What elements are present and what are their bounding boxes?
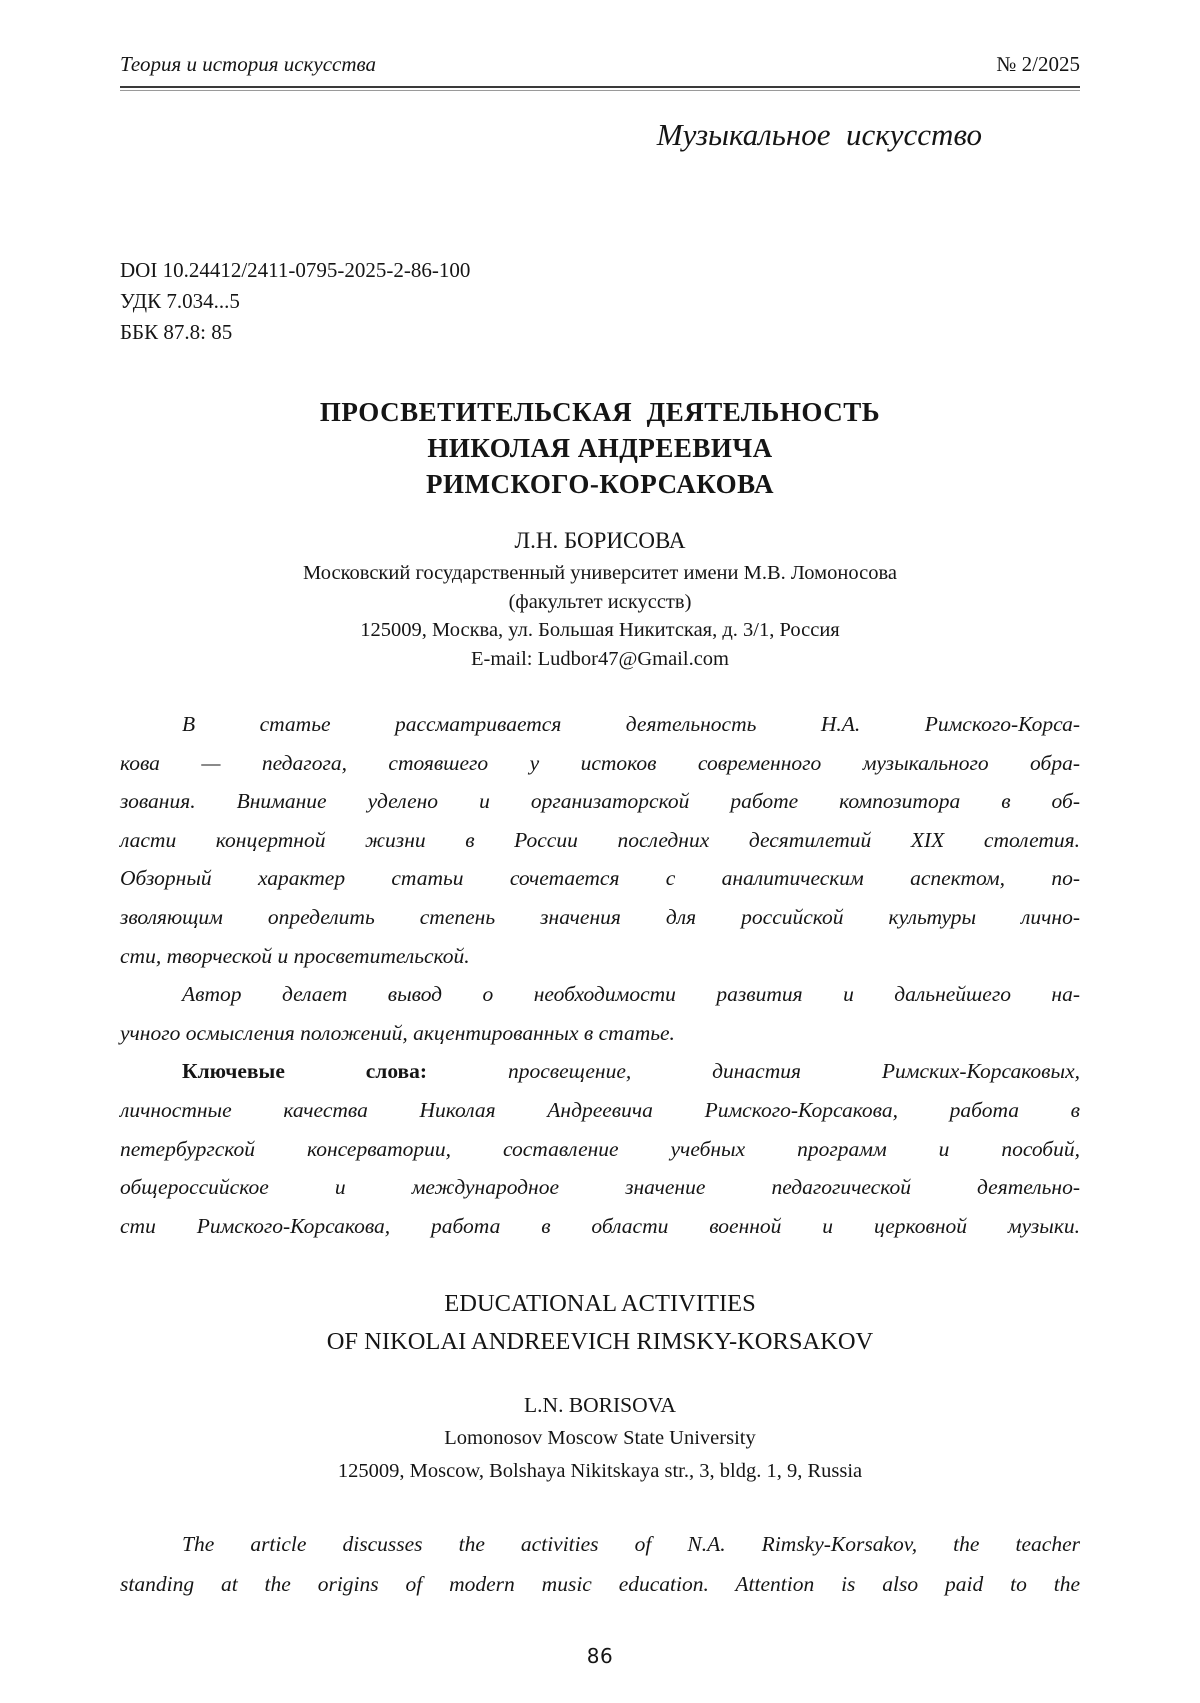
article-title-ru-line: НИКОЛАЯ АНДРЕЕВИЧА [427, 433, 773, 463]
keywords-ru-line: общероссийское и международное значение педагогической деятельно- [120, 1175, 1080, 1200]
article-title-ru [120, 394, 1080, 502]
article-title-en-line: OF NIKOLAI ANDREEVICH RIMSKY-KORSAKOV [326, 1328, 874, 1356]
article-title-ru-line: РИМСКОГО-КОРСАКОВА [426, 469, 774, 499]
abstract-en [120, 1524, 1080, 1604]
affiliation-en-line: 125009, Moscow, Bolshaya Nikitskaya str., 3, bldg. 1, 9, Russia [337, 1460, 863, 1483]
running-head-journal: Теория и история искусства [120, 52, 376, 76]
email-line: E-mail: Ludbor47@Gmail.com [471, 647, 729, 670]
abstract-ru [120, 705, 1080, 1245]
abstract-ru-line: зволяющим определить степень значения для российской культуры лично- [120, 904, 1080, 929]
author-en: L.N. BORISOVA [524, 1393, 676, 1418]
doi-line: DOI 10.24412/2411-0795-2025-2-86-100 [120, 258, 471, 282]
affiliation-en-line: Lomonosov Moscow State University [444, 1427, 756, 1450]
affiliation-ru-line: 125009, Москва, ул. Большая Никитская, д. 3/1, Россия [360, 619, 840, 641]
running-head-issue: № 2/2025 [996, 52, 1080, 76]
section-title: Музыкальное искусство [656, 117, 982, 152]
abstract-ru-line: сти, творческой и просветительской. [120, 943, 470, 968]
abstract-ru-line: учного осмысления положений, акцентированных в статье. [120, 1020, 675, 1045]
abstract-ru-line: зования. Внимание уделено и организаторской работе композитора в об- [120, 789, 1080, 814]
page-number: 86 [586, 1644, 614, 1669]
udc-line: УДК 7.034...5 [120, 289, 240, 313]
keywords-ru-line: петербургской консерватории, составление учебных программ и пособий, [120, 1136, 1080, 1161]
article-title-ru-line: ПРОСВЕТИТЕЛЬСКАЯ ДЕЯТЕЛЬНОСТЬ [319, 397, 881, 427]
abstract-ru-line: Автор делает вывод о необходимости развития и дальнейшего на- [182, 982, 1080, 1007]
running-head [120, 52, 1080, 77]
keywords-label: Ключевые слова: [182, 1059, 428, 1084]
keywords-ru-line: личностные качества Николая Андреевича Римского-Корсакова, работа в [120, 1097, 1080, 1122]
affiliation-ru [120, 559, 1080, 673]
article-title-en [120, 1285, 1080, 1361]
abstract-ru-line: ласти концертной жизни в России последних десятилетий XIX столетия. [120, 827, 1080, 852]
author-ru: Л.Н. БОРИСОВА [514, 528, 686, 553]
article-identifiers [120, 255, 1080, 348]
abstract-ru-line: В статье рассматривается деятельность Н.А. Римского-Корса- [182, 712, 1080, 736]
keywords-text: просвещение, династия Римских-Корсаковых, [507, 1059, 1080, 1084]
abstract-en-line: standing at the origins of modern music education. Attention is also paid to the [120, 1572, 1080, 1597]
affiliation-ru-line: Московский государственный университет имени М.В. Ломоносова [303, 562, 897, 584]
abstract-ru-line: Обзорный характер статьи сочетается с аналитическим аспектом, по- [120, 866, 1080, 891]
keywords-ru-first-line [120, 1052, 1080, 1091]
abstract-en-line: The article discusses the activities of N.A. Rimsky-Korsakov, the teacher [182, 1532, 1080, 1557]
abstract-ru-line: кова — педагога, стоявшего у истоков современного музыкального обра- [120, 750, 1080, 775]
header-rule [120, 86, 1080, 91]
affiliation-en [120, 1422, 1080, 1488]
bbk-line: ББК 87.8: 85 [120, 320, 233, 344]
keywords-ru-line: сти Римского-Корсакова, работа в области военной и церковной музыки. [120, 1213, 1080, 1238]
article-title-en-line: EDUCATIONAL ACTIVITIES [444, 1290, 756, 1318]
affiliation-ru-line: (факультет искусств) [508, 590, 692, 613]
